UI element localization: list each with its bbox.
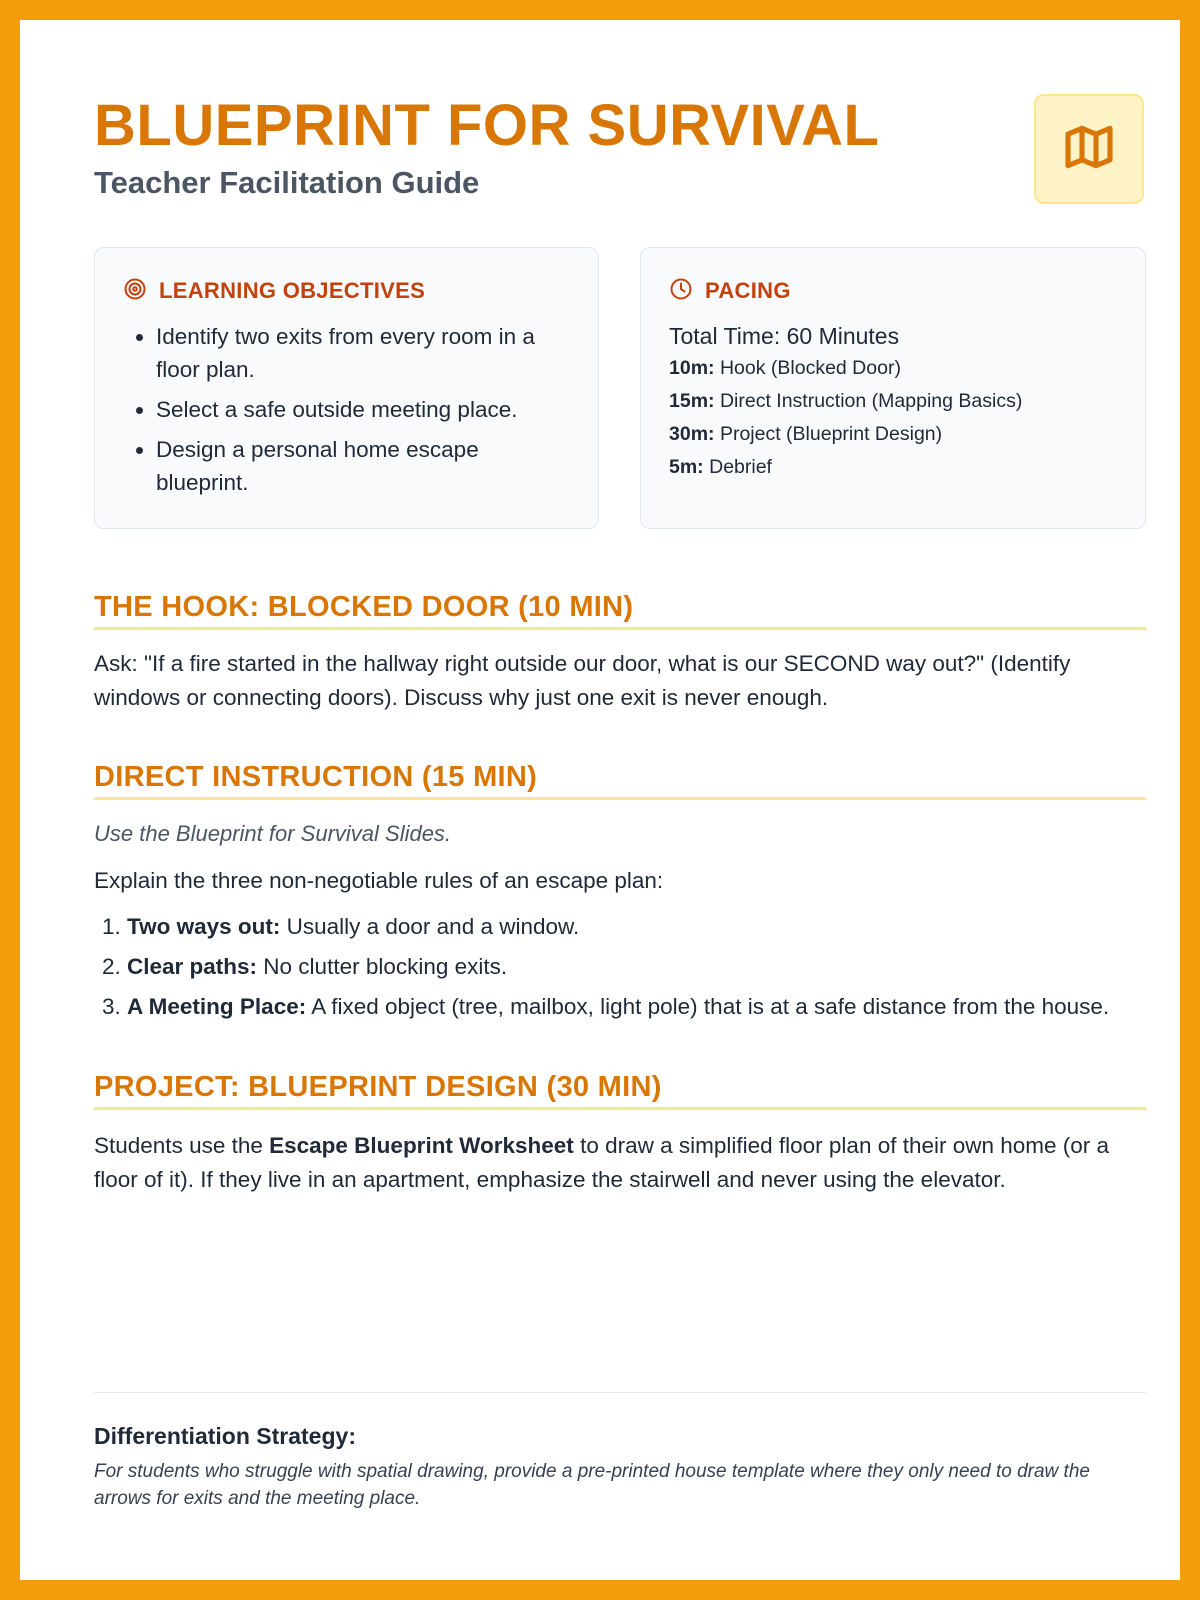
pacing-row: [669, 451, 1117, 484]
hook-text: Ask: "If a fire started in the hallway right outside our door, what is our SECOND way out?" (Identify windows or connecting doors). Discuss why just one exit is never enough.: [94, 651, 1071, 710]
pacing-header: [669, 276, 1117, 306]
learning-objectives-card: [94, 247, 599, 529]
rule-item: [127, 910, 1187, 943]
project-text: [94, 1129, 1146, 1196]
rule-term: A Meeting Place:: [127, 994, 307, 1019]
pacing-heading: PACING: [705, 278, 791, 303]
pacing-activity: Project (Blueprint Design): [719, 423, 943, 445]
learning-objectives-header: [123, 276, 570, 306]
worksheet-name: Escape Blueprint Worksheet: [269, 1133, 574, 1158]
rule-term: Clear paths:: [127, 954, 258, 979]
pacing-activity: Direct Instruction (Mapping Basics): [719, 390, 1023, 412]
target-icon: [123, 277, 147, 306]
list-item: • Design a personal home escape blueprint.: [156, 433, 570, 499]
pacing-time: 10m:: [669, 357, 715, 379]
objectives-list: [123, 320, 570, 499]
pacing-card: [640, 247, 1146, 529]
rule-detail: A fixed object (tree, mailbox, light pole) that is at a safe distance from the house.: [306, 994, 1110, 1019]
project-text-before: Students use the: [94, 1133, 270, 1158]
instruction-intro: Explain the three non-negotiable rules of an escape plan:: [94, 868, 664, 893]
map-badge: [1034, 94, 1144, 204]
rule-item: [127, 950, 1187, 983]
rule-detail: No clutter blocking exits.: [257, 954, 508, 979]
total-time: Total Time: 60 Minutes: [669, 323, 900, 349]
pacing-row: [669, 385, 1117, 418]
rules-list: [94, 910, 1187, 1030]
rule-term: Two ways out:: [127, 914, 281, 939]
project-text-after: to draw a simplified floor plan of their own home (or a floor of it). If they live in an apartment, emphasize the stairwell and never using the elevator.: [94, 1133, 1110, 1192]
pacing-time: 15m:: [669, 390, 715, 412]
instruction-note: Use the Blueprint for Survival Slides.: [94, 821, 452, 846]
pacing-activity: Debrief: [709, 456, 772, 478]
learning-objectives-heading: LEARNING OBJECTIVES: [159, 278, 426, 303]
page-title: BLUEPRINT FOR SURVIVAL: [94, 93, 880, 158]
clock-icon: [669, 277, 693, 306]
pacing-row: [669, 352, 1117, 385]
instruction-heading: DIRECT INSTRUCTION (15 MIN): [94, 757, 1146, 800]
pacing-activity: Hook (Blocked Door): [719, 357, 901, 379]
page-subtitle: Teacher Facilitation Guide: [94, 165, 480, 200]
rule-item: [127, 990, 1187, 1023]
differentiation-heading: Differentiation Strategy:: [94, 1423, 356, 1449]
footer-divider: [94, 1392, 1146, 1393]
differentiation-text: For students who struggle with spatial drawing, provide a pre-printed house template where they only need to draw the arrows for exits and the meeting place.: [94, 1461, 1090, 1509]
project-heading: PROJECT: BLUEPRINT DESIGN (30 MIN): [94, 1067, 1146, 1110]
pacing-time: 30m:: [669, 423, 715, 445]
list-item: • Identify two exits from every room in a floor plan.: [156, 320, 570, 386]
rule-detail: Usually a door and a window.: [280, 914, 580, 939]
pacing-row: [669, 418, 1117, 451]
map-icon: [1061, 119, 1117, 180]
list-item: • Select a safe outside meeting place.: [156, 393, 570, 426]
hook-heading: THE HOOK: BLOCKED DOOR (10 MIN): [94, 587, 1146, 630]
pacing-time: 5m:: [669, 456, 704, 478]
